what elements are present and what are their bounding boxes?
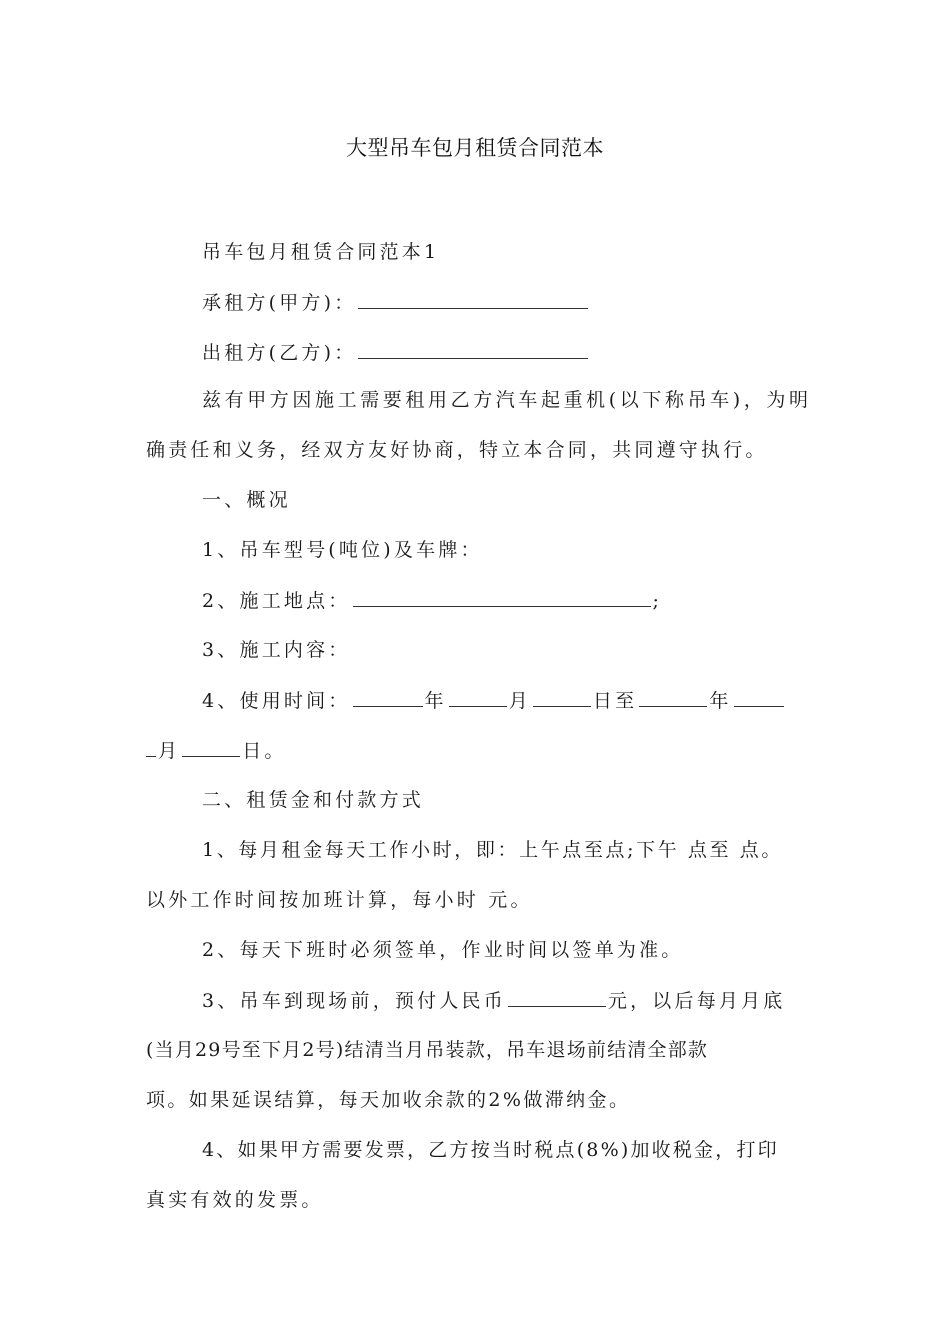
start-day-blank — [533, 686, 591, 707]
prepayment-line-2: (当月29号至下月2号)结清当月吊装款，吊车退场前结清全部款 — [146, 1039, 709, 1061]
prepayment-blank — [508, 986, 606, 1007]
sign-sheet-line: 2、每天下班时必须签单，作业时间以签单为准。 — [202, 939, 684, 961]
section-heading-template-1: 吊车包月租赁合同范本1 — [202, 241, 440, 263]
site-location-semicolon: ; — [652, 590, 663, 612]
preamble-line-1: 兹有甲方因施工需要租用乙方汽车起重机(以下称吊车)，为明 — [202, 389, 810, 411]
work-content-line: 3、施工内容： — [202, 639, 351, 661]
end-month-blank-part-1 — [734, 686, 784, 707]
start-month-blank — [449, 686, 507, 707]
prepayment-line-3: 项。如果延误结算，每天加收余款的2%做滞纳金。 — [146, 1089, 631, 1111]
end-month-unit: 月 — [158, 740, 181, 762]
prepayment-line-1 — [202, 986, 810, 1015]
preamble-line-2: 确责任和义务，经双方友好协商，特立本合同，共同遵守执行。 — [146, 439, 768, 461]
start-year-unit: 年 — [424, 690, 447, 712]
end-day-unit: 日。 — [242, 740, 287, 762]
lessee-party-a-line — [202, 288, 810, 317]
daily-hours-line-1: 1、每月租金每天工作小时，即：上午点至点;下午 点至 点。 — [202, 839, 783, 861]
lessor-blank — [358, 338, 588, 359]
invoice-line-1: 4、如果甲方需要发票，乙方按当时税点(8%)加收税金，打印 — [202, 1139, 779, 1161]
usage-period-label: 4、使用时间： — [202, 690, 351, 712]
site-location-label: 2、施工地点： — [202, 590, 351, 612]
usage-period-line — [202, 686, 810, 715]
section-one-heading: 一、概况 — [202, 489, 291, 511]
site-location-line — [202, 586, 810, 615]
end-day-blank — [182, 736, 240, 757]
daily-hours-line-2: 以外工作时间按加班计算，每小时 元。 — [146, 889, 533, 911]
end-year-unit: 年 — [709, 690, 732, 712]
site-location-blank — [353, 586, 651, 607]
end-year-blank — [639, 686, 707, 707]
start-day-unit: 日至 — [592, 690, 638, 712]
invoice-line-2: 真实有效的发票。 — [146, 1189, 324, 1211]
lessor-label: 出租方(乙方)： — [202, 342, 357, 364]
crane-model-line: 1、吊车型号(吨位)及车牌： — [202, 539, 483, 561]
start-month-unit: 月 — [508, 690, 531, 712]
usage-period-line-cont — [146, 736, 810, 765]
start-year-blank — [353, 686, 423, 707]
end-month-blank-part-2 — [146, 736, 156, 757]
lessee-label: 承租方(甲方)： — [202, 292, 357, 314]
section-two-heading: 二、租赁金和付款方式 — [202, 789, 425, 811]
document-title: 大型吊车包月租赁合同范本 — [346, 136, 604, 160]
lessor-party-b-line — [202, 338, 810, 367]
prepayment-label: 3、吊车到现场前，预付人民币 — [202, 990, 506, 1012]
lessee-blank — [358, 288, 588, 309]
prepayment-tail: 元，以后每月月底 — [607, 990, 786, 1012]
